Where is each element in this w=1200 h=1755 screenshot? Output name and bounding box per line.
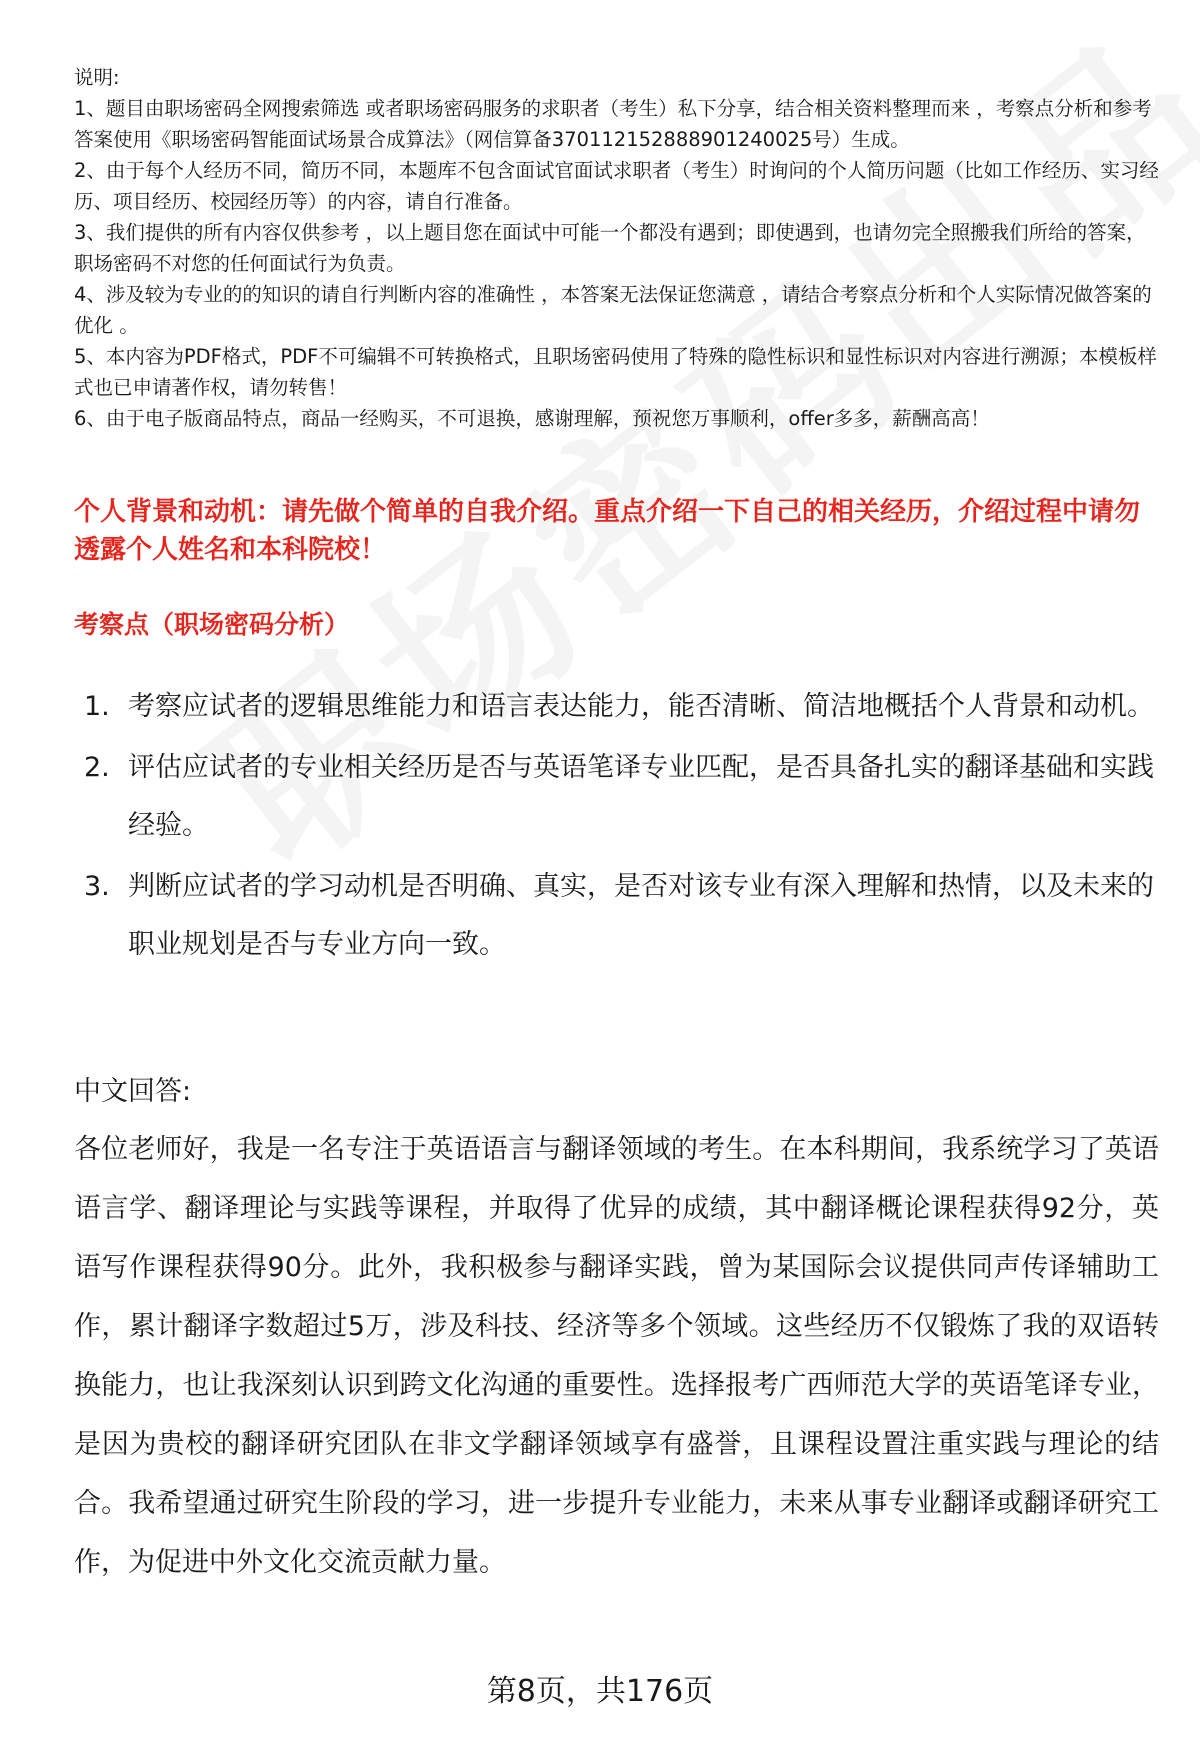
analysis-point [74, 678, 1159, 736]
answer-label: 中文回答: [74, 1076, 192, 1107]
point-text: 评估应试者的专业相关经历是否与英语笔译专业匹配，是否具备扎实的翻译基础和实践经验。 [128, 752, 1154, 841]
note-item-3: 3、我们提供的所有内容仅供参考 ，以上题目您在面试中可能一个都没有遇到；即使遇到，也请勿完全照搬我们所给的答案，职场密码不对您的任何面试行为负责。 [74, 221, 1146, 275]
point-number: 1. [84, 691, 110, 722]
point-text: 考察应试者的逻辑思维能力和语言表达能力，能否清晰、简洁地概括个人背景和动机。 [128, 691, 1154, 722]
notes-title: 说明: [74, 66, 120, 89]
analysis-point [74, 858, 1159, 974]
point-text: 判断应试者的学习动机是否明确、真实，是否对该专业有深入理解和热情，以及未来的职业规划是否与专业方向一致。 [128, 871, 1154, 960]
note-item-1: 1、题目由职场密码全网搜索筛选 或者职场密码服务的求职者（考生）私下分享，结合相关资料整理而来 ，考察点分析和参考答案使用《职场密码智能面试场景合成算法》（网信算备370112152888901240025号）生成。 [74, 97, 1152, 151]
note-item-5: 5、本内容为PDF格式，PDF不可编辑不可转换格式，且职场密码使用了特殊的隐性标识和显性标识对内容进行溯源；本模板样式也已申请著作权，请勿转售！ [74, 345, 1157, 399]
analysis-heading: 考察点（职场密码分析） [74, 610, 350, 639]
analysis-point [74, 739, 1159, 855]
point-number: 2. [84, 752, 110, 783]
answer-text: 各位老师好，我是一名专注于英语语言与翻译领域的考生。在本科期间，我系统学习了英语语言学、翻译理论与实践等课程，并取得了优异的成绩，其中翻译概论课程获得92分，英语写作课程获得90分。此外，我积极参与翻译实践，曾为某国际会议提供同声传译辅助工作，累计翻译字数超过5万，涉及科技、经济等多个领域。这些经历不仅锻炼了我的双语转换能力，也让我深刻认识到跨文化沟通的重要性。选择报考广西师范大学的英语笔译专业，是因为贵校的翻译研究团队在非文学翻译领域享有盛誉，且课程设置注重实践与理论的结合。我希望通过研究生阶段的学习，进一步提升专业能力，未来从事专业翻译或翻译研究工作，为促进中外文化交流贡献力量。 [74, 1134, 1159, 1578]
note-item-2: 2、由于每个人经历不同，简历不同，本题库不包含面试官面试求职者（考生）时询问的个人简历问题（比如工作经历、实习经历、项目经历、校园经历等）的内容，请自行准备。 [74, 159, 1159, 213]
notes-section [74, 62, 1159, 434]
analysis-points [74, 678, 1159, 977]
point-number: 3. [84, 871, 110, 902]
question-heading: 个人背景和动机：请先做个简单的自我介绍。重点介绍一下自己的相关经历，介绍过程中请勿透露个人姓名和本科院校！ [74, 497, 1141, 565]
note-item-6: 6、由于电子版商品特点，商品一经购买，不可退换，感谢理解，预祝您万事顺利，offer多多，薪酬高高！ [74, 407, 990, 430]
page-number: 第8页，共176页 [486, 1674, 714, 1709]
note-item-4: 4、涉及较为专业的的知识的请自行判断内容的准确性 ，本答案无法保证您满意 ，请结合考察点分析和个人实际情况做答案的优化 。 [74, 283, 1152, 337]
